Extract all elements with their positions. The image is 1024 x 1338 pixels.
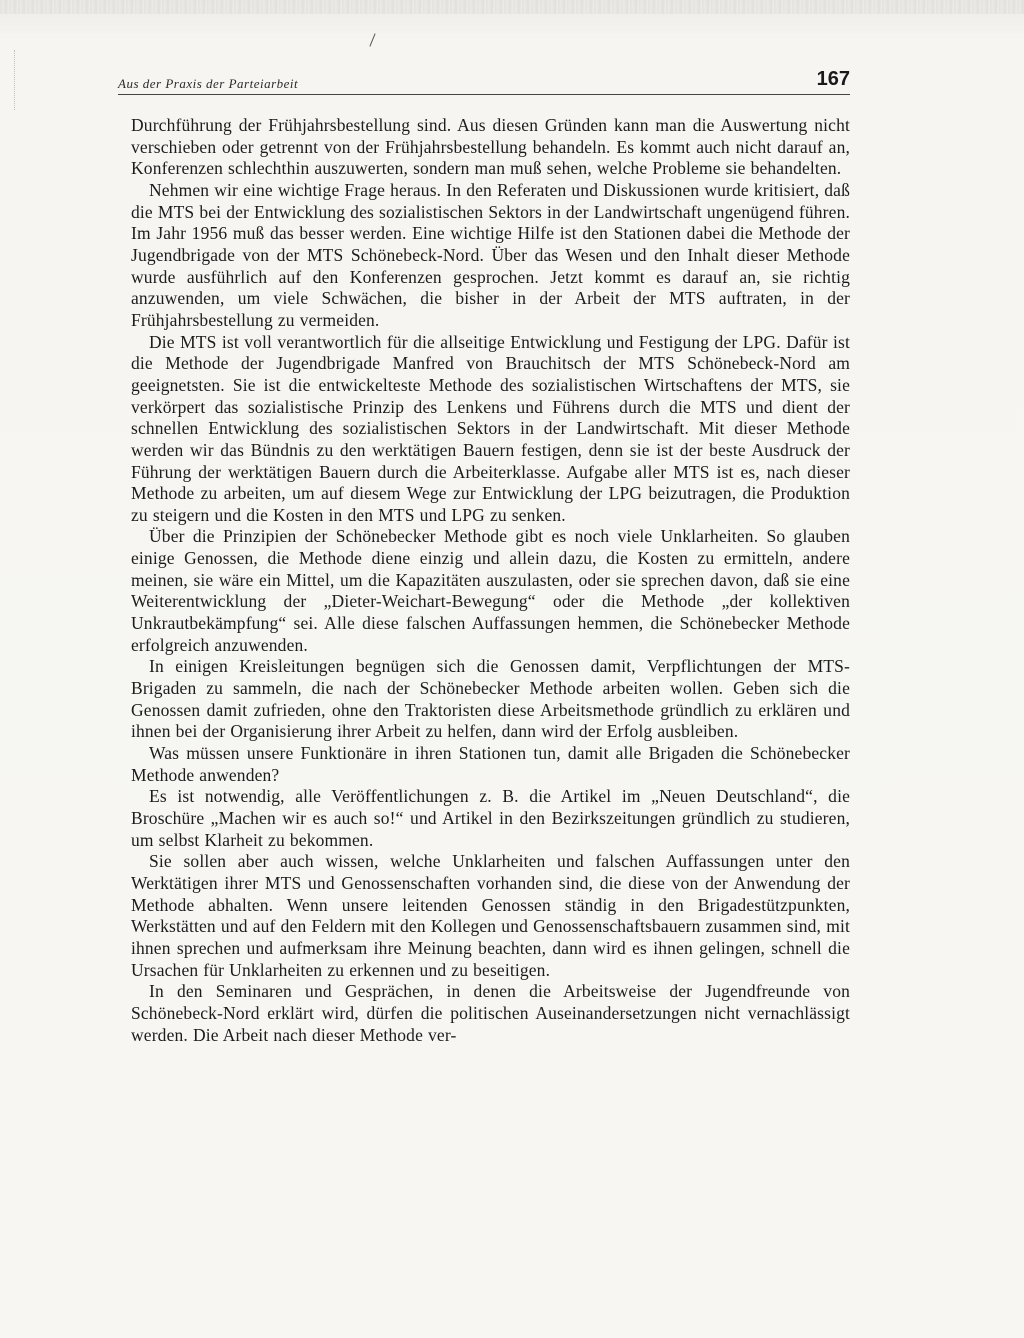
paragraph-3: Die MTS ist voll verantwortlich für die allseitige Entwicklung und Festigung der LPG. Dafür ist die Methode der Jugendbrigade Manfred von Brauchitsch der MTS Schönebeck-Nord am geeignetsten. Sie ist die entwickelteste Methode des sozialistischen Wirtschaftens der MTS, sie verkörpert das sozialistische Prinzip des Lenkens und Führens durch die MTS und dient der schnellen Entwicklung des sozialistischen Sektors in der Landwirtschaft. Mit dieser Methode werden wir das Bündnis zu den werktätigen Bauern festigen, denn sie ist der beste Ausdruck der Führung der werktätigen Bauern durch die Arbeiterklasse. Aufgabe aller MTS ist es, nach dieser Methode zu arbeiten, um auf diesem Wege zur Entwicklung der LPG beizutragen, die Produktion zu steigern und die Kosten in den MTS und LPG zu senken.: [131, 331, 850, 525]
paragraph-8: Sie sollen aber auch wissen, welche Unklarheiten und falschen Auffassungen unter den Werktätigen ihrer MTS und Genossenschaften vorhanden sind, die diese von der Anwendung der Methode abhalten. Wenn unsere leitenden Genossen ständig in den Brigadestützpunkten, Werkstätten und auf den Feldern mit den Kollegen und Genossenschaftsbauern zusammen sind, mit ihnen sprechen und aufmerksam ihre Meinung beachten, dann wird es ihnen gelingen, schnell die Ursachen für Unklarheiten zu erkennen und zu beseitigen.: [131, 851, 850, 980]
paragraph-6: Was müssen unsere Funktionäre in ihren Stationen tun, damit alle Brigaden die Schönebecker Methode anwenden?: [131, 743, 850, 785]
running-head: Aus der Praxis der Parteiarbeit: [118, 76, 299, 91]
page-number: 167: [816, 68, 850, 90]
paragraph-4: Über die Prinzipien der Schönebecker Methode gibt es noch viele Unklarheiten. So glauben einige Genossen, die Methode diene einzig und allein dazu, die Kosten zu ermitteln, andere meinen, sie wäre ein Mittel, um die Kapazitäten auszulasten, oder sie sprechen davon, daß sie eine Weiterentwicklung der „Dieter-Weichart-Bewegung“ oder die Methode „der kollektiven Unkrautbekämpfung“ sei. Alle diese falschen Auffassungen hemmen, die Schönebecker Methode erfolgreich anzuwenden.: [131, 526, 850, 655]
paragraph-9: In den Seminaren und Gesprächen, in denen die Arbeitsweise der Jugendfreunde von Schönebeck-Nord erklärt wird, dürfen die politischen Auseinandersetzungen nicht vernachlässigt werden. Die Arbeit nach dieser Methode ver-: [131, 981, 850, 1045]
scan-edge: [0, 0, 1024, 14]
stray-mark: [369, 33, 375, 46]
paragraph-1: Durchführung der Frühjahrsbestellung sind. Aus diesen Gründen kann man die Auswertung nicht verschieben oder getrennt von der Frühjahrsbestellung behandeln. Es kommt auch nicht darauf an, Konferenzen schlechthin auszuwerten, sondern man muß sehen, welche Probleme sie behandelten.: [131, 115, 850, 179]
body-text: [131, 115, 850, 1046]
paragraph-5: In einigen Kreisleitungen begnügen sich die Genossen damit, Verpflichtungen der MTS-Brigaden zu sammeln, die nach der Schönebecker Methode arbeiten wollen. Geben sich die Genossen damit zufrieden, ohne den Traktoristen diese Arbeitsmethode gründlich zu erklären und ihnen bei der Organisierung ihrer Arbeit zu helfen, dann wird der Erfolg ausbleiben.: [131, 656, 850, 742]
margin-marks: [14, 50, 19, 110]
paragraph-2: Nehmen wir eine wichtige Frage heraus. In den Referaten und Diskussionen wurde kritisiert, daß die MTS bei der Entwicklung des sozialistischen Sektors in der Landwirtschaft ungenügend führen. Im Jahr 1956 muß das besser werden. Eine wichtige Hilfe ist den Stationen dabei die Methode der Jugendbrigade von der MTS Schönebeck-Nord. Über das Wesen und den Inhalt dieser Methode wurde ausführlich auf den Konferenzen gesprochen. Jetzt kommt es darauf an, sie richtig anzuwenden, um viele Schwächen, die bisher in der Arbeit der MTS auftraten, in der Frühjahrsbestellung zu vermeiden.: [131, 179, 850, 330]
header-rule: [118, 94, 850, 95]
paragraph-7: Es ist notwendig, alle Veröffentlichungen z. B. die Artikel im „Neuen Deutschland“, die Broschüre „Machen wir es auch so!“ und Artikel in den Bezirkszeitungen gründlich zu studieren, um selbst Klarheit zu bekommen.: [131, 786, 850, 850]
page-header: [118, 66, 850, 96]
